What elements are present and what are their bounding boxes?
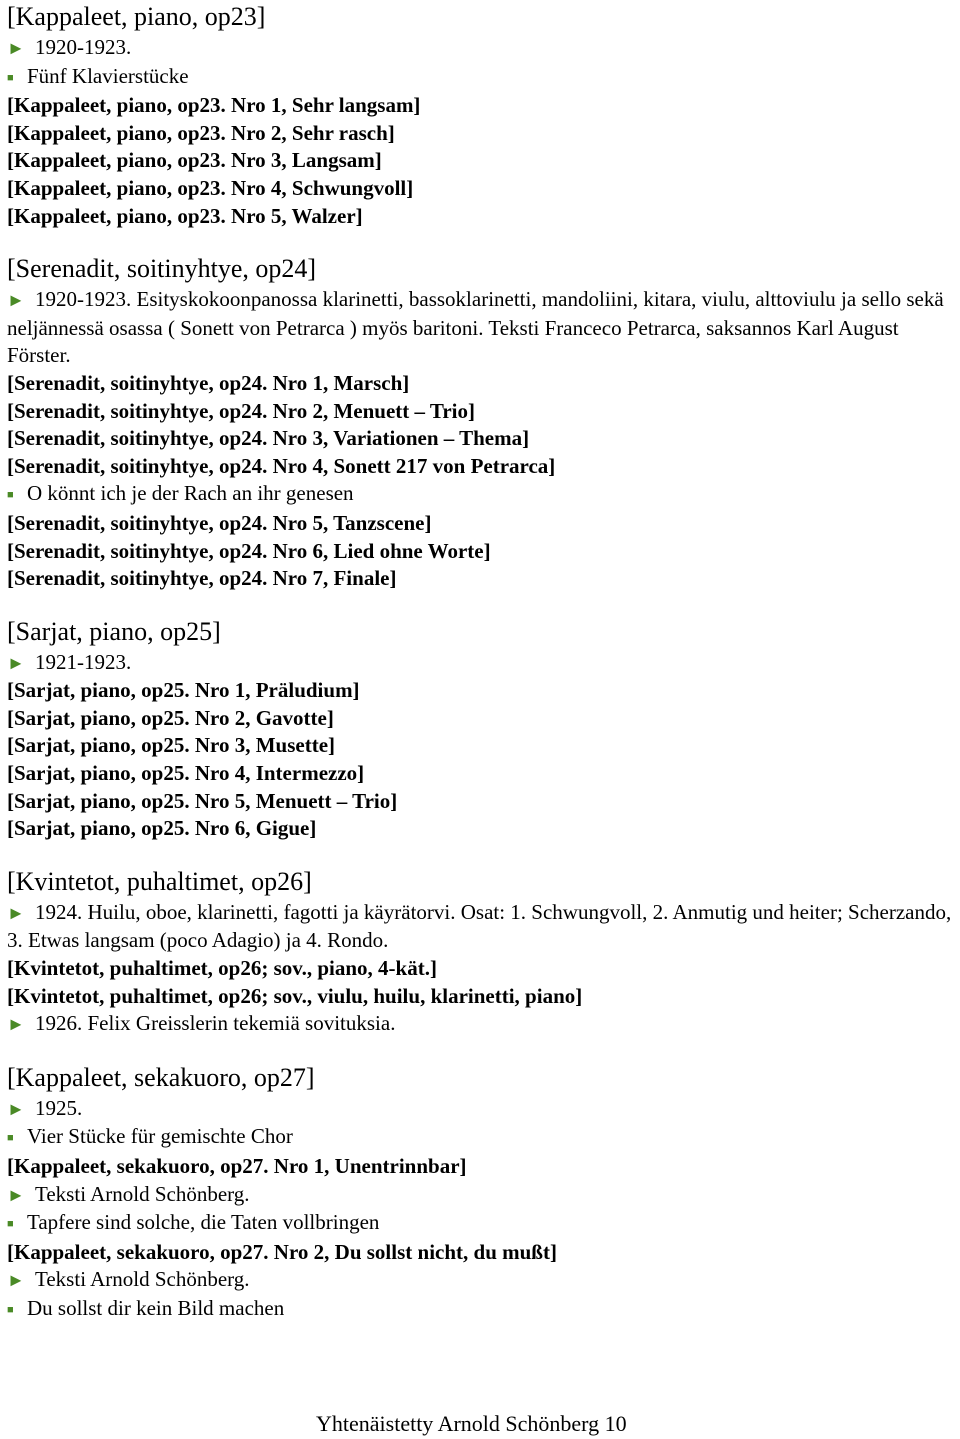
- entry-title: [7, 677, 957, 705]
- entry-title: [7, 760, 957, 788]
- work-section: [7, 615, 957, 843]
- arrow-marker-icon: ►: [7, 1184, 25, 1205]
- page-footer: Yhtenäistetty Arnold Schönberg 10: [316, 1411, 627, 1436]
- entry-text: Teksti Arnold Schönberg.: [35, 1181, 250, 1206]
- entry-note: [7, 649, 957, 678]
- entry-text: [Serenadit, soitinyhtye, op24. Nro 7, Finale]: [7, 566, 397, 591]
- entry-note: [7, 63, 957, 93]
- entry-note: [7, 480, 957, 510]
- entry-text: 1920-1923. Esityskokoonpanossa klarinetti, bassoklarinetti, mandoliini, kitara, viulu, alttoviulu ja sello sekä neljännessä osassa ( Sonett von Petrarca ) myös baritoni. Teksti Franceco Petrarca, saksannos Karl August Förster.: [7, 287, 944, 368]
- entry-title: [7, 788, 957, 816]
- entry-title: [7, 398, 957, 426]
- entry-title: [7, 983, 957, 1011]
- entry-text: [Sarjat, piano, op25. Nro 3, Musette]: [7, 733, 336, 758]
- entry-note: [7, 899, 957, 955]
- section-heading: [Serenadit, soitinyhtye, op24]: [7, 254, 317, 284]
- entry-text: [Kappaleet, sekakuoro, op27. Nro 2, Du sollst nicht, du mußt]: [7, 1239, 557, 1264]
- entry-title: [7, 815, 957, 843]
- entry-note: [7, 1295, 957, 1325]
- entry-text: [Serenadit, soitinyhtye, op24. Nro 5, Tanzscene]: [7, 510, 432, 535]
- arrow-marker-icon: ►: [7, 1014, 25, 1035]
- entry-text: [Kappaleet, sekakuoro, op27. Nro 1, Unentrinnbar]: [7, 1154, 467, 1178]
- entry-text: Du sollst dir kein Bild machen: [27, 1295, 285, 1320]
- entry-title: [7, 1239, 957, 1267]
- entry-note: [7, 34, 957, 63]
- entry-title: [7, 120, 957, 148]
- entry-text: [Sarjat, piano, op25. Nro 6, Gigue]: [7, 816, 317, 841]
- section-heading: [Kappaleet, piano, op23]: [7, 2, 266, 31]
- section-heading: [Kappaleet, sekakuoro, op27]: [7, 1062, 315, 1092]
- arrow-marker-icon: ►: [7, 1098, 25, 1119]
- work-section: [7, 252, 957, 593]
- entry-title: [7, 92, 957, 120]
- entry-title: [7, 1153, 957, 1181]
- square-marker-icon: ■: [7, 1303, 14, 1316]
- entry-title: [7, 538, 957, 566]
- entry-text: Vier Stücke für gemischte Chor: [27, 1124, 293, 1149]
- entry-text: Teksti Arnold Schönberg.: [35, 1267, 250, 1292]
- entry-text: [Kappaleet, piano, op23. Nro 4, Schwungvoll]: [7, 175, 414, 200]
- entry-note: [7, 286, 957, 370]
- entry-text: [Sarjat, piano, op25. Nro 1, Präludium]: [7, 678, 360, 703]
- arrow-marker-icon: ►: [7, 290, 25, 311]
- section-heading: [Kvintetot, puhaltimet, op26]: [7, 866, 312, 896]
- entry-text: 1924. Huilu, oboe, klarinetti, fagotti ja käyrätorvi. Osat: 1. Schwungvoll, 2. Anmutig und heiter; Scherzando, 3. Etwas langsam (poco Adagio) ja 4. Rondo.: [7, 899, 952, 953]
- entry-text: [Serenadit, soitinyhtye, op24. Nro 6, Lied ohne Worte]: [7, 538, 491, 563]
- entry-text: O könnt ich je der Rach an ihr genesen: [27, 481, 354, 506]
- work-section: [7, 1061, 957, 1325]
- square-marker-icon: ■: [7, 1132, 14, 1145]
- entry-note: [7, 1095, 957, 1124]
- entry-text: [Kvintetot, puhaltimet, op26; sov., viulu, huilu, klarinetti, piano]: [7, 983, 583, 1008]
- square-marker-icon: ■: [7, 489, 14, 502]
- entry-text: [Serenadit, soitinyhtye, op24. Nro 1, Marsch]: [7, 370, 410, 395]
- entry-text: [Kappaleet, piano, op23. Nro 5, Walzer]: [7, 203, 363, 228]
- entry-note: [7, 1266, 957, 1295]
- entry-text: [Sarjat, piano, op25. Nro 5, Menuett – Trio]: [7, 788, 398, 813]
- entry-title: [7, 425, 957, 453]
- square-marker-icon: ■: [7, 71, 14, 84]
- entry-title: [7, 453, 957, 481]
- arrow-marker-icon: ►: [7, 652, 25, 673]
- entry-title: [7, 732, 957, 760]
- entry-text: [Sarjat, piano, op25. Nro 2, Gavotte]: [7, 705, 334, 730]
- entry-note: [7, 1181, 957, 1210]
- entry-text: [Kappaleet, piano, op23. Nro 3, Langsam]: [7, 148, 382, 173]
- document-body: [7, 0, 957, 1347]
- square-marker-icon: ■: [7, 1218, 14, 1231]
- entry-title: [7, 510, 957, 538]
- entry-text: Fünf Klavierstücke: [27, 63, 189, 88]
- arrow-marker-icon: ►: [7, 1270, 25, 1291]
- section-heading: [Sarjat, piano, op25]: [7, 616, 221, 646]
- entry-text: [Kvintetot, puhaltimet, op26; sov., piano, 4-kät.]: [7, 956, 437, 981]
- entry-title: [7, 203, 957, 231]
- arrow-marker-icon: ►: [7, 38, 25, 58]
- entry-text: 1921-1923.: [35, 649, 132, 674]
- entry-note: [7, 1209, 957, 1239]
- entry-text: [Sarjat, piano, op25. Nro 4, Intermezzo]: [7, 761, 365, 786]
- entry-text: [Kappaleet, piano, op23. Nro 2, Sehr rasch]: [7, 120, 395, 145]
- work-section: [7, 0, 957, 230]
- entry-text: 1920-1923.: [35, 35, 132, 59]
- entry-note: [7, 1123, 957, 1153]
- entry-title: [7, 175, 957, 203]
- entry-note: [7, 1010, 957, 1039]
- entry-title: [7, 955, 957, 983]
- entry-text: [Kappaleet, piano, op23. Nro 1, Sehr langsam]: [7, 93, 421, 118]
- entry-text: Tapfere sind solche, die Taten vollbringen: [27, 1210, 380, 1235]
- entry-text: [Serenadit, soitinyhtye, op24. Nro 2, Menuett – Trio]: [7, 398, 476, 423]
- entry-title: [7, 565, 957, 593]
- entry-text: 1925.: [35, 1095, 83, 1120]
- entry-text: [Serenadit, soitinyhtye, op24. Nro 4, Sonett 217 von Petrarca]: [7, 453, 556, 478]
- entry-text: 1926. Felix Greisslerin tekemiä sovituksia.: [35, 1011, 396, 1036]
- work-section: [7, 865, 957, 1039]
- arrow-marker-icon: ►: [7, 902, 25, 923]
- entry-title: [7, 147, 957, 175]
- entry-title: [7, 370, 957, 398]
- entry-title: [7, 705, 957, 733]
- entry-text: [Serenadit, soitinyhtye, op24. Nro 3, Variationen – Thema]: [7, 426, 530, 451]
